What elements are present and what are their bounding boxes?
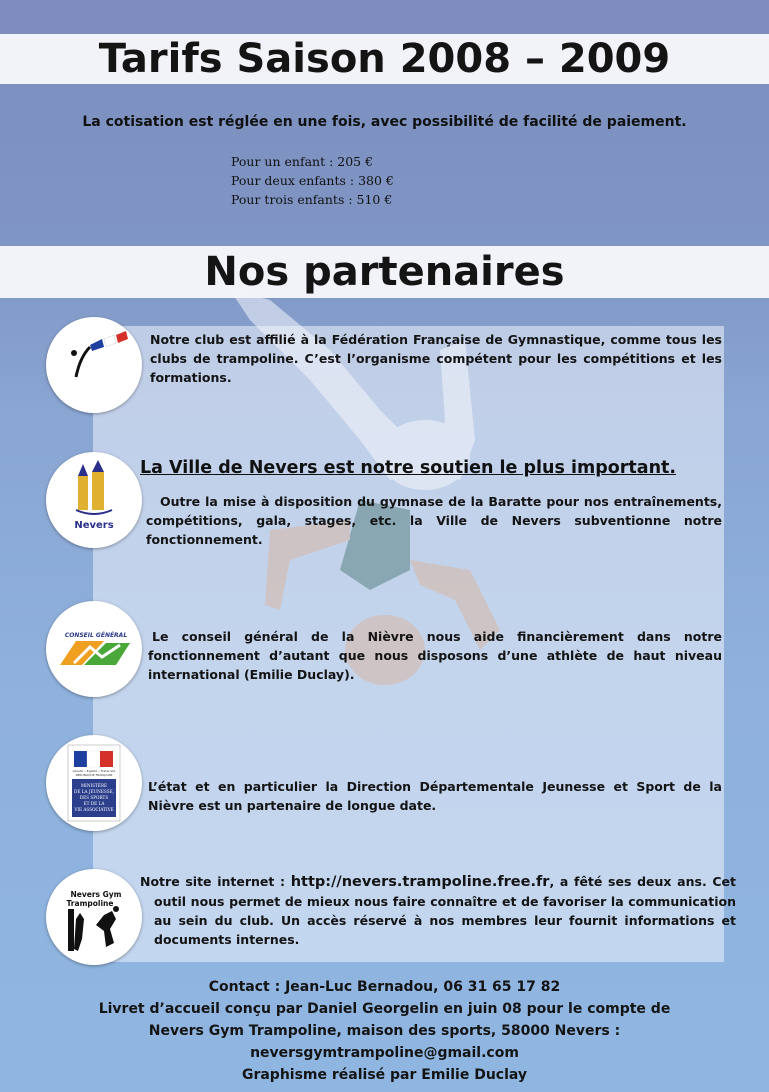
ministere-logo-line: DES SPORTS	[79, 795, 109, 800]
nevers-logo-label: Nevers	[74, 520, 114, 531]
ministere-icon	[46, 735, 142, 831]
tarifs-list	[231, 152, 394, 209]
partenaires-title: Nos partenaires	[0, 246, 769, 298]
ministere-logo-line: ET DE LA	[83, 801, 105, 806]
ministere-logo	[46, 735, 142, 831]
conseil-logo-label: CONSEIL GÉNÉRAL	[64, 632, 128, 639]
site-url-link[interactable]: http://nevers.trampoline.free.fr	[290, 874, 550, 890]
conseil-general-logo	[46, 601, 142, 697]
nevers-title: La Ville de Nevers est notre soutien le plus important.	[140, 458, 677, 478]
footer-contact: Contact : Jean-Luc Bernadou, 06 31 65 17 82	[208, 979, 561, 995]
footer-email-link[interactable]: neversgymtrampoline@gmail.com	[250, 1045, 519, 1061]
tarif-line: Pour un enfant : 205 €	[231, 154, 374, 169]
club-logo-label-2: Trampoline	[66, 899, 114, 908]
site-prefix: Notre site internet :	[140, 874, 291, 889]
top-strip	[0, 0, 769, 34]
conseil-text: Le conseil général de la Nièvre nous aide financièrement dans notre fonctionnement d’autant que nous disposons d’une athlète de haut niveau international (Emilie Duclay).	[148, 629, 722, 682]
ministere-logo-line: DE LA JEUNESSE,	[74, 789, 114, 794]
ministere-logo-line: MINISTÈRE	[80, 783, 108, 788]
nevers-logo	[46, 452, 142, 548]
club-logo	[46, 869, 142, 965]
nevers-crest-icon	[46, 452, 142, 548]
site-text	[140, 872, 736, 949]
ffg-logo	[46, 317, 142, 413]
tarif-line: Pour trois enfants : 510 €	[231, 192, 393, 207]
ffg-logo-icon	[46, 317, 142, 413]
footer	[0, 976, 769, 1086]
tarifs-intro: La cotisation est réglée en une fois, avec possibilité de facilité de paiement.	[82, 114, 687, 130]
tarif-line: Pour deux enfants : 380 €	[231, 173, 394, 188]
footer-credit: Livret d’accueil conçu par Daniel Georgelin en juin 08 pour le compte de	[98, 1001, 671, 1017]
conseil-general-icon	[46, 601, 142, 697]
page-title: Tarifs Saison 2008 – 2009	[0, 34, 769, 84]
nevers-text: Outre la mise à disposition du gymnase de la Baratte pour nos entraînements, compétitions, gala, stages, etc. la Ville de Nevers subventionne notre fonctionnement.	[146, 494, 722, 547]
trampoline-club-icon	[46, 869, 142, 965]
site-description: , a fêté ses deux ans. Cet outil nous permet de mieux nous faire connaître et de favoriser la communication au sein du club. Un accès réservé à nos membres leur fournit informations et documents internes.	[154, 874, 736, 947]
ministere-logo-top: Liberté • Égalité • Fraternité	[72, 769, 116, 773]
ministere-text: L’état et en particulier la Direction Départementale Jeunesse et Sport de la Nièvre est un partenaire de longue date.	[148, 779, 722, 813]
footer-address: Nevers Gym Trampoline, maison des sports, 58000 Nevers :	[148, 1023, 621, 1039]
ministere-logo-sub: RÉPUBLIQUE FRANÇAISE	[75, 773, 113, 777]
club-logo-label-1: Nevers Gym	[70, 890, 122, 899]
footer-graphics-credit: Graphisme réalisé par Emilie Duclay	[241, 1067, 528, 1083]
ministere-logo-line: VIE ASSOCIATIVE	[74, 807, 114, 812]
ffg-text: Notre club est affilié à la Fédération Française de Gymnastique, comme tous les clubs de trampoline. C’est l’organisme compétent pour les compétitions et les formations.	[150, 332, 722, 385]
